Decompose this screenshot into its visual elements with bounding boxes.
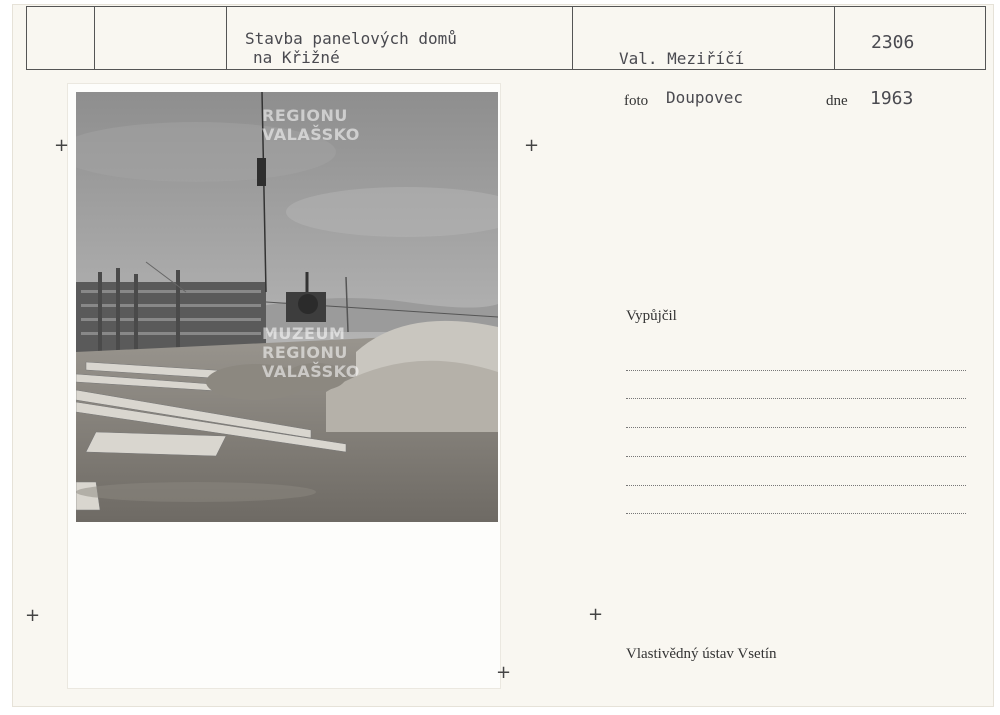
header-cell-title <box>227 7 573 69</box>
watermark-middle-line-3: VALAŠSKO <box>262 362 360 381</box>
loan-line-5 <box>626 485 966 486</box>
loan-line-4 <box>626 456 966 457</box>
dne-label: dne <box>826 93 848 109</box>
construction-photo <box>76 92 498 522</box>
watermark-middle-line-1: MUZEUM <box>262 324 346 343</box>
registration-mark-4: + <box>588 604 604 625</box>
watermark-middle <box>262 324 360 381</box>
registration-mark-2: + <box>524 135 540 156</box>
header-table <box>26 6 986 70</box>
header-cell-place <box>573 7 835 69</box>
foto-label: foto <box>624 93 649 109</box>
title-line-2: na Křižné <box>253 48 340 67</box>
watermark-top-line-2: VALAŠSKO <box>262 125 360 144</box>
loan-line-2 <box>626 398 966 399</box>
loan-line-3 <box>626 427 966 428</box>
watermark-top <box>262 106 360 144</box>
institution-name: Vlastivědný ústav Vsetín <box>626 646 777 662</box>
loan-line-6 <box>626 513 966 514</box>
header-cell-number <box>835 7 985 69</box>
loan-line-1 <box>626 370 966 371</box>
watermark-top-line-1: REGIONU <box>262 106 348 125</box>
place-text: Val. Meziříčí <box>619 49 745 68</box>
inventory-number: 2306 <box>871 32 915 53</box>
registration-mark-3: + <box>25 605 41 626</box>
year-text: 1963 <box>870 88 914 109</box>
header-cell-empty-2 <box>95 7 227 69</box>
registration-mark-1: + <box>54 135 70 156</box>
header-cell-empty-1 <box>27 7 95 69</box>
photographer-name: Doupovec <box>666 88 744 107</box>
registration-mark-5: + <box>496 662 512 683</box>
construction-photo-image <box>76 92 498 522</box>
watermark-middle-line-2: REGIONU <box>262 343 348 362</box>
title-line-1: Stavba panelových domů <box>245 29 457 48</box>
vypujcil-label: Vypůjčil <box>626 308 677 324</box>
